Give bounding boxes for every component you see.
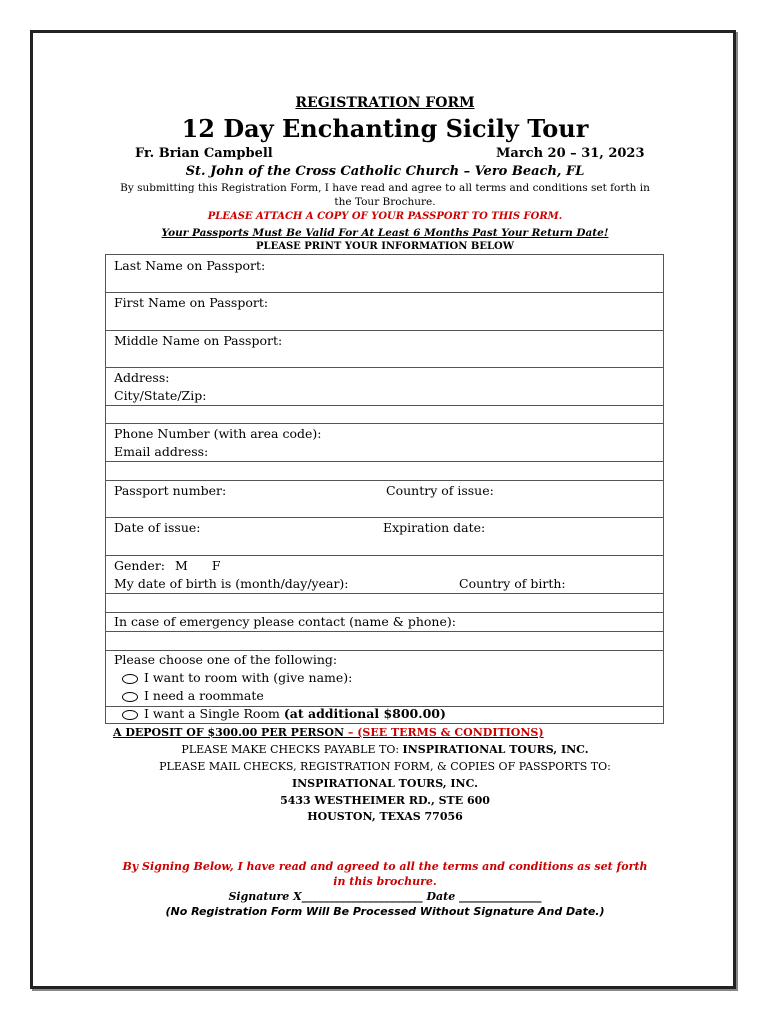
- address-field[interactable]: Address:: [114, 370, 170, 385]
- processing-notice: (No Registration Form Will Be Processed Without Signature And Date.): [165, 905, 605, 918]
- country-of-birth-field[interactable]: Country of birth:: [459, 576, 566, 591]
- mail-instructions: PLEASE MAIL CHECKS, REGISTRATION FORM, & COPIES OF PASSPORTS TO:: [159, 760, 611, 773]
- radio-icon[interactable]: [122, 710, 138, 720]
- checks-payable-line: PLEASE MAKE CHECKS PAYABLE TO: INSPIRATIONAL TOURS, INC.: [181, 743, 589, 756]
- choose-option-label: Please choose one of the following:: [114, 652, 338, 667]
- validity-notice: Your Passports Must Be Valid For At Least 6 Months Past Your Return Date!: [161, 227, 609, 239]
- gender-m-option[interactable]: M: [175, 558, 188, 573]
- mail-city: HOUSTON, TEXAS 77056: [307, 810, 463, 823]
- tour-dates: March 20 – 31, 2023: [496, 146, 645, 161]
- city-state-zip-field[interactable]: City/State/Zip:: [114, 388, 207, 403]
- print-notice: PLEASE PRINT YOUR INFORMATION BELOW: [256, 241, 514, 252]
- tour-title: 12 Day Enchanting Sicily Tour: [181, 114, 589, 143]
- mail-street: 5433 WESTHEIMER RD., STE 600: [280, 794, 490, 807]
- first-name-field[interactable]: First Name on Passport:: [114, 295, 269, 310]
- form-title: REGISTRATION FORM: [295, 95, 475, 111]
- passport-notice: PLEASE ATTACH A COPY OF YOUR PASSPORT TO THIS FORM.: [207, 211, 563, 222]
- country-of-issue-field[interactable]: Country of issue:: [386, 483, 494, 498]
- expiration-date-field[interactable]: Expiration date:: [383, 520, 486, 535]
- gender-label: Gender:: [114, 558, 166, 573]
- signature-statement: By Signing Below, I have read and agreed to all the terms and conditions as set forth in this brochure.: [122, 860, 648, 888]
- last-name-field[interactable]: Last Name on Passport:: [114, 258, 266, 273]
- radio-icon[interactable]: [122, 692, 138, 702]
- dob-field[interactable]: My date of birth is (month/day/year):: [114, 576, 349, 591]
- emergency-contact-field[interactable]: In case of emergency please contact (name & phone):: [114, 614, 456, 629]
- date-of-issue-field[interactable]: Date of issue:: [114, 520, 201, 535]
- gender-f-option[interactable]: F: [211, 558, 221, 573]
- middle-name-field[interactable]: Middle Name on Passport:: [114, 333, 283, 348]
- tour-leader: Fr. Brian Campbell: [135, 146, 273, 161]
- mail-company: INSPIRATIONAL TOURS, INC.: [291, 777, 478, 790]
- gender-field[interactable]: [114, 558, 221, 573]
- agreement-text: By submitting this Registration Form, I have read and agree to all terms and conditions set forth in the Tour Brochure.: [120, 182, 650, 208]
- email-field[interactable]: Email address:: [114, 444, 209, 459]
- roommate-option[interactable]: I need a roommate: [122, 688, 264, 703]
- registration-fields: [105, 254, 664, 724]
- radio-icon[interactable]: [122, 674, 138, 684]
- signature-date-line[interactable]: Signature X______________________ Date _______________: [228, 890, 542, 903]
- room-with-option[interactable]: I want to room with (give name):: [122, 670, 352, 685]
- passport-number-field[interactable]: Passport number:: [114, 483, 227, 498]
- phone-field[interactable]: Phone Number (with area code):: [114, 426, 322, 441]
- single-room-option[interactable]: I want a Single Room (at additional $800.00): [122, 706, 446, 721]
- church-name: St. John of the Cross Catholic Church – Vero Beach, FL: [185, 164, 585, 179]
- deposit-notice: A DEPOSIT OF $300.00 PER PERSON – (SEE TERMS & CONDITIONS): [113, 726, 544, 739]
